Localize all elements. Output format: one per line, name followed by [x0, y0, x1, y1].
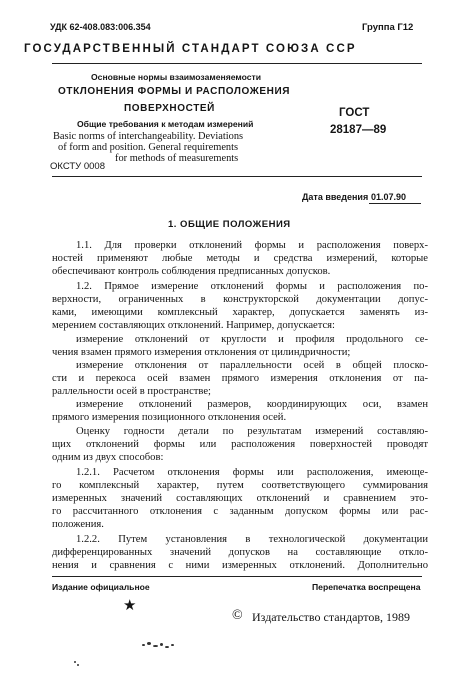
text-line: сти и перекоса осей взамен прямого измерения отклонения от па-	[52, 373, 428, 385]
text-line: нения и сравнения с ними измеренных отклонений. Дополнительно	[52, 560, 428, 572]
okstu-code: ОКСТУ 0008	[50, 161, 105, 172]
text-line: раллельности осей в пространстве;	[52, 386, 211, 398]
standard-banner: ГОСУДАРСТВЕННЫЙ СТАНДАРТ СОЮЗА ССР	[24, 43, 357, 55]
text-line: 1.2.2. Путем установления в технологической документации	[76, 534, 428, 545]
text-line: дифференцированных значений допусков на составляющие откло-	[52, 547, 428, 559]
text-line: прямого измерения позиционного отклонения осей.	[52, 412, 287, 424]
english-title-line1: Basic norms of interchangeability. Deviations	[53, 131, 244, 142]
text-line: 1.1. Для проверки отклонений формы и расположения поверх-	[76, 240, 428, 251]
paragraph-example-3	[52, 398, 428, 424]
text-line: измерение отклонений размеров, координирующих оси, взамен	[76, 399, 428, 410]
doc-title-line1: ОТКЛОНЕНИЯ ФОРМЫ И РАСПОЛОЖЕНИЯ	[58, 86, 291, 97]
paragraph-example-1	[52, 333, 428, 359]
official-edition: Издание официальное	[52, 582, 150, 592]
intro-date-value: 01.07.90	[371, 192, 407, 202]
title-rule	[52, 176, 422, 177]
text-line: чения взамен прямого измерения отклонения от цилиндричности;	[52, 347, 351, 359]
text-line: Оценку годности детали по результатам измерений составляю-	[76, 426, 428, 437]
text-line: щих отклонений формы или расположения поверхностей проводят	[52, 439, 428, 451]
text-line: мерением составляющих отклонений. Например, допускается:	[52, 320, 335, 332]
copyright-icon: ©	[232, 608, 243, 623]
gost-number: 28187—89	[330, 124, 387, 136]
doc-title-line2: ПОВЕРХНОСТЕЙ	[124, 103, 215, 114]
text-line: измерение отклонения от параллельности осей в общей плоско-	[76, 360, 428, 371]
paragraph-1-2-1	[52, 466, 428, 531]
text-line: 1.2. Прямое измерение отклонений формы и расположения по-	[76, 281, 428, 292]
series-title: Основные нормы взаимозаменяемости	[91, 72, 262, 82]
gost-label: ГОСТ	[339, 107, 370, 119]
section-title: 1. ОБЩИЕ ПОЛОЖЕНИЯ	[168, 219, 291, 230]
doc-subtitle: Общие требования к методам измерений	[77, 119, 254, 129]
text-line: ностей применяют любые методы и средства измерений, которые	[52, 253, 428, 265]
scan-smudge	[140, 640, 180, 650]
text-line: обеспечивают контроль соблюдения предписанных допусков.	[52, 266, 331, 278]
english-title-line3: for methods of measurements	[115, 153, 239, 164]
paragraph-1-2	[52, 280, 428, 332]
paragraph-1-2-2	[52, 533, 428, 572]
text-line: измерение отклонений от круглости и профиля продольного се-	[76, 334, 428, 345]
paragraph-example-2	[52, 359, 428, 398]
english-title-line2: of form and position. General requirements	[58, 142, 239, 153]
publisher-line: Издательство стандартов, 1989	[252, 610, 410, 624]
intro-date-label: Дата введения	[302, 192, 369, 202]
text-line: положения.	[52, 519, 104, 531]
text-line: измеренных значений составляющих отклонений и сравнением это-	[52, 493, 428, 505]
text-line: го рассчитанного отклонения с заданным допуском формы или рас-	[52, 506, 428, 518]
star-icon: ★	[123, 598, 137, 614]
banner-rule	[52, 63, 422, 64]
text-line: одним из двух способов:	[52, 452, 164, 464]
text-line: го комплексный характер, путем соответствующего суммирования	[52, 480, 428, 492]
paragraph-1-1	[52, 239, 428, 278]
paragraph-evaluation	[52, 425, 428, 464]
reprint-prohibited: Перепечатка воспрещена	[312, 582, 421, 592]
scan-speck	[74, 661, 80, 667]
text-line: ками, имеющими комплексный характер, допускается заменять из-	[52, 307, 428, 319]
text-line: верхности, ограниченных в конструкторской документации допус-	[52, 294, 428, 306]
footer-rule	[52, 576, 422, 577]
intro-date-underline	[369, 203, 421, 204]
group-code: Группа Г12	[362, 22, 414, 33]
text-line: 1.2.1. Расчетом отклонения формы или расположения, имеюще-	[76, 467, 428, 478]
udk-code: УДК 62-408.083:006.354	[50, 22, 151, 32]
